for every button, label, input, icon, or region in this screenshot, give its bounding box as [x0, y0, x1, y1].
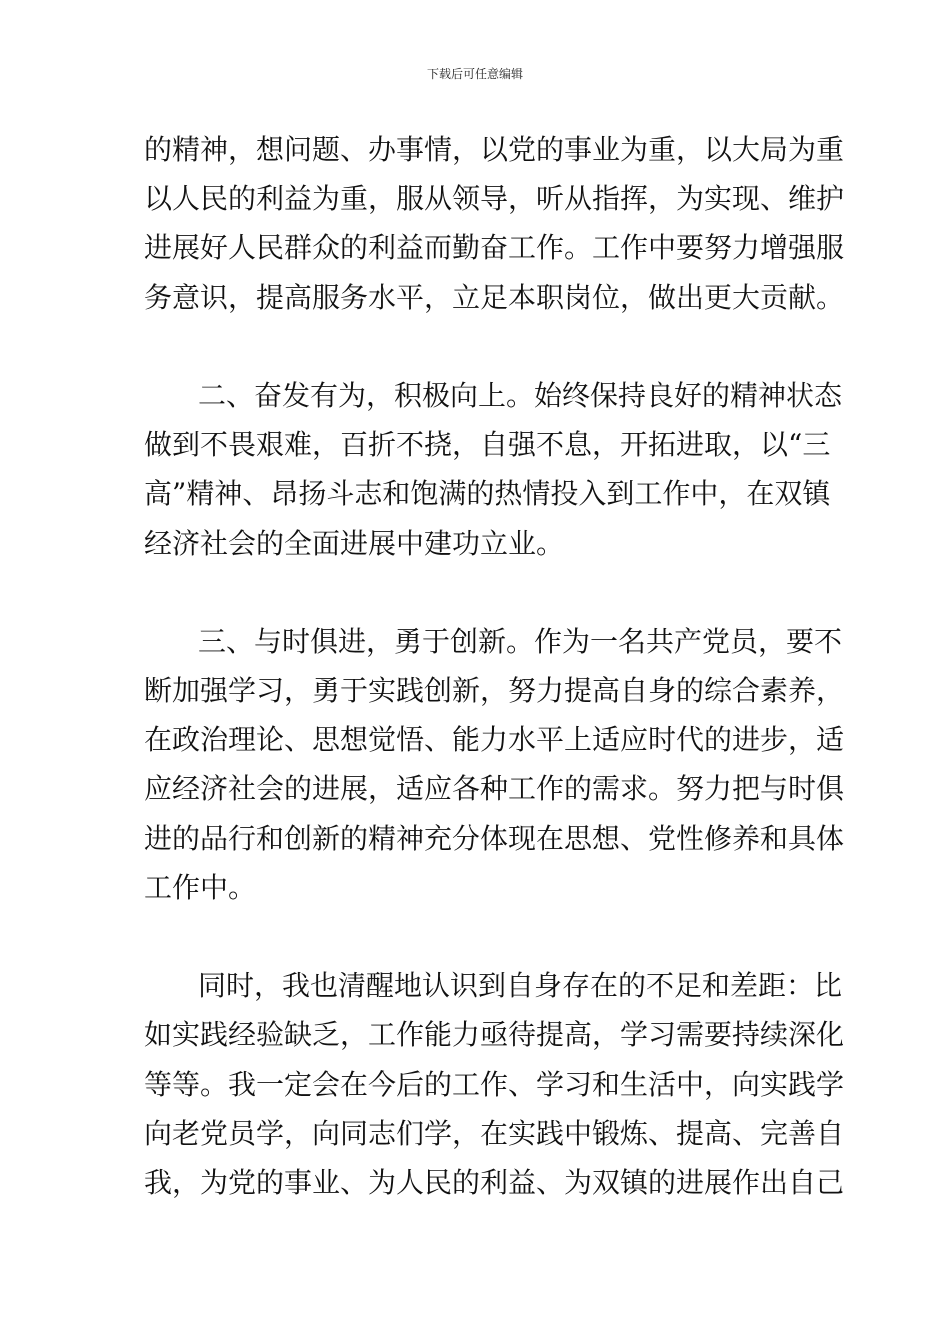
paragraph-spacer	[144, 568, 806, 617]
text-line: 的精神，想问题、办事情，以党的事业为重，以大局为重	[144, 133, 845, 166]
text-line: 工作中。	[144, 870, 257, 904]
text-line: 经济社会的全面进展中建功立业。	[144, 526, 565, 560]
text-line: 进的品行和创新的精神充分体现在思想、党性修养和具体	[144, 821, 845, 855]
paragraph-3	[144, 617, 845, 912]
text-line: 高”精神、昂扬斗志和饱满的热情投入到工作中，在双镇	[144, 477, 831, 511]
paragraph-spacer	[144, 322, 806, 371]
text-line: 在政治理论、思想觉悟、能力水平上适应时代的进步，适	[144, 723, 845, 757]
document-body	[144, 125, 845, 1207]
paragraph-4	[144, 961, 845, 1207]
text-line: 向老党员学，向同志们学，在实践中锻炼、提高、完善自	[144, 1116, 845, 1150]
text-line: 二、奋发有为，积极向上。始终保持良好的精神状态	[198, 378, 843, 412]
text-line: 做到不畏艰难，百折不挠，自强不息，开拓进取，以“三	[144, 428, 831, 462]
paragraph-1	[144, 125, 845, 322]
text-line: 断加强学习，勇于实践创新，努力提高自身的综合素养，	[144, 674, 845, 708]
text-line: 我，为党的事业、为人民的利益、为双镇的进展作出自己	[144, 1165, 845, 1199]
page-header: 下载后可任意编辑	[426, 67, 523, 81]
text-line: 应经济社会的进展，适应各种工作的需求。努力把与时俱	[144, 772, 845, 806]
paragraph-2	[144, 371, 843, 568]
text-line: 三、与时俱进，勇于创新。作为一名共产党员，要不	[198, 624, 843, 658]
text-line: 同时，我也清醒地认识到自身存在的不足和差距：比	[198, 969, 843, 1003]
text-line: 如实践经验缺乏，工作能力亟待提高，学习需要持续深化	[144, 1018, 845, 1052]
paragraph-spacer	[144, 912, 806, 961]
text-line: 务意识，提高服务水平，立足本职岗位，做出更大贡献。	[144, 280, 845, 314]
text-line: 等等。我一定会在今后的工作、学习和生活中，向实践学	[144, 1067, 845, 1101]
text-line: 以人民的利益为重，服从领导，听从指挥，为实现、维护	[144, 182, 845, 216]
text-line: 进展好人民群众的利益而勤奋工作。工作中要努力增强服	[144, 231, 845, 265]
